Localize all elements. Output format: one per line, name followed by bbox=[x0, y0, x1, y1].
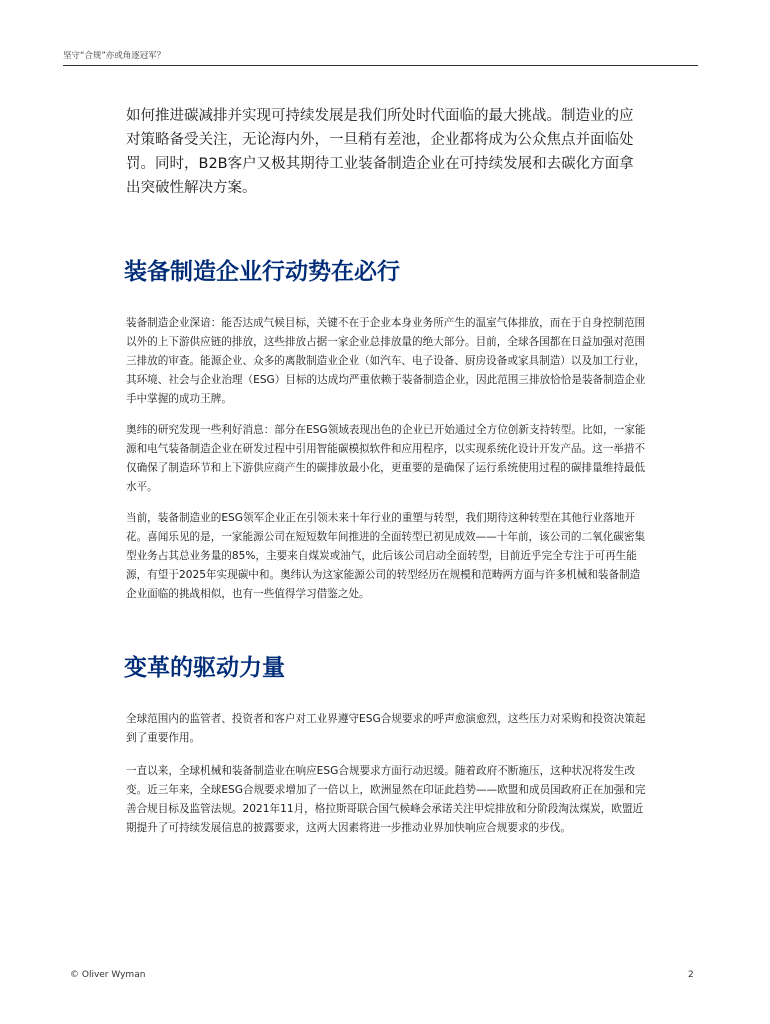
body-paragraph: 全球范围内的监管者、投资者和客户对工业界遵守ESG合规要求的呼声愈演愈烈，这些压力对采购和投资决策起到了重要作用。 bbox=[126, 713, 646, 744]
footer-page-number: 2 bbox=[688, 970, 694, 980]
footer-copyright: © Oliver Wyman bbox=[70, 970, 146, 980]
body-paragraph: 当前，装备制造业的ESG领军企业正在引领未来十年行业的重塑与转型，我们期待这种转型在其他行业落地开花。喜闻乐见的是，一家能源公司在短短数年间推进的全面转型已初见成效——十年前，该公司的二氧化碳密集型业务占其总业务量的85%，主要来自煤炭或油气，此后该公司启动全面转型，目前近乎完全专注于可再生能源，有望于2025年实现碳中和。奥纬认为这家能源公司的转型经历在规模和范畴两方面与许多机械和装备制造企业面临的挑战相似，也有一些值得学习借鉴之处。 bbox=[126, 512, 646, 600]
body-paragraph: 奥纬的研究发现一些利好消息：部分在ESG领域表现出色的企业已开始通过全方位创新支持转型。比如，一家能源和电气装备制造企业在研发过程中引用智能碳模拟软件和应用程序，以实现系统化设计开发产品。这一举措不仅确保了制造环节和上下游供应商产生的碳排放最小化，更重要的是确保了运行系统使用过程的碳排量维持最低水平。 bbox=[126, 424, 646, 493]
section-heading-drivers: 变革的驱动力量 bbox=[124, 655, 285, 681]
running-header-title: 坚守“合规”亦或角逐冠军？ bbox=[63, 51, 166, 61]
section-heading-action: 装备制造企业行动势在必行 bbox=[124, 259, 400, 285]
body-paragraph: 装备制造企业深谙：能否达成气候目标，关键不在于企业本身业务所产生的温室气体排放，而在于自身控制范围以外的上下游供应链的排放，这些排放占据一家企业总排放量的绝大部分。目前，全球各国都在日益加强对范围三排放的审查。能源企业、众多的离散制造业企业（如汽车、电子设备、厨房设备或家具制造）以及加工行业，其环境、社会与企业治理（ESG）目标的达成均严重依赖于装备制造企业，因此范围三排放恰恰是装备制造企业手中掌握的成功王牌。 bbox=[126, 317, 646, 405]
body-paragraph: 一直以来，全球机械和装备制造业在响应ESG合规要求方面行动迟缓。随着政府不断施压，这种状况将发生改变。近三年来，全球ESG合规要求增加了一倍以上，欧洲显然在印证此趋势——欧盟和成员国政府正在加强和完善合规目标及监管法规。2021年11月，格拉斯哥联合国气候峰会承诺关注甲烷排放和分阶段淘汰煤炭，欧盟近期提升了可持续发展信息的披露要求，这两大因素将进一步推动业界加快响应合规要求的步伐。 bbox=[126, 765, 646, 834]
intro-paragraph: 如何推进碳减排并实现可持续发展是我们所处时代面临的最大挑战。制造业的应对策略备受关注，无论海内外，一旦稍有差池，企业都将成为公众焦点并面临处罚。同时，B2B客户又极其期待工业装备制造企业在可持续发展和去碳化方面拿出突破性解决方案。 bbox=[126, 108, 634, 196]
header-divider bbox=[63, 65, 698, 66]
